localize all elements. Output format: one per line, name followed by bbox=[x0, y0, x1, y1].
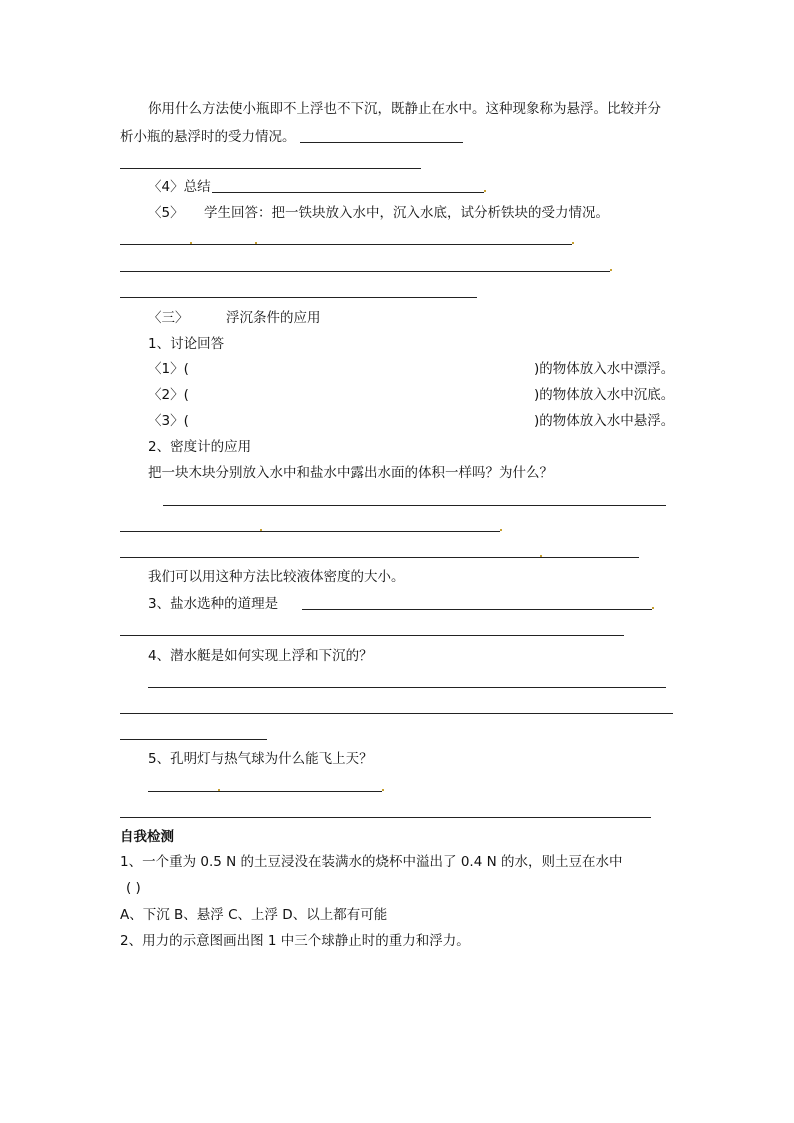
question-text: 你用什么方法使小瓶即不上浮也不下沉，既静止在水中。这种现象称为悬浮。比较并分 bbox=[148, 101, 661, 117]
question-text: 2、用力的示意图画出图 1 中三个球静止时的重力和浮力。 bbox=[120, 933, 470, 949]
section-label: 〈4〉总结 bbox=[148, 179, 211, 195]
mark-dot bbox=[500, 529, 502, 531]
mark-dot bbox=[572, 242, 574, 244]
list-item-open: 〈2〉( bbox=[148, 387, 189, 403]
answer-line bbox=[120, 739, 267, 740]
question-text: 4、潜水艇是如何实现上浮和下沉的？ bbox=[148, 648, 373, 664]
mark-dot bbox=[540, 555, 542, 557]
note-text: 我们可以用这种方法比较液体密度的大小。 bbox=[148, 569, 405, 585]
answer-line bbox=[212, 192, 484, 193]
question-title: 2、密度计的应用 bbox=[148, 439, 252, 455]
mark-dot bbox=[610, 269, 612, 271]
answer-line bbox=[120, 635, 624, 636]
answer-line bbox=[120, 297, 477, 298]
question-title: 1、讨论回答 bbox=[148, 336, 225, 352]
mark-dot bbox=[652, 607, 654, 609]
choice-options: A、下沉 B、悬浮 C、上浮 D、以上都有可能 bbox=[120, 907, 388, 923]
question-text: 析小瓶的悬浮时的受力情况。 bbox=[120, 129, 296, 145]
answer-line bbox=[300, 142, 463, 143]
list-item-open: 〈3〉( bbox=[148, 413, 189, 429]
question-text: 3、盐水选种的道理是 bbox=[148, 596, 279, 612]
answer-line bbox=[120, 168, 421, 169]
answer-line bbox=[120, 531, 500, 532]
mark-dot bbox=[484, 190, 486, 192]
question-text: 学生回答：把一铁块放入水中，沉入水底，试分析铁块的受力情况。 bbox=[204, 205, 609, 221]
mark-dot bbox=[260, 529, 262, 531]
answer-line bbox=[148, 687, 666, 688]
section-title: 浮沉条件的应用 bbox=[226, 310, 321, 326]
answer-line bbox=[120, 271, 610, 272]
mark-dot bbox=[382, 789, 384, 791]
section-label: 〈5〉 bbox=[148, 205, 184, 221]
list-item-close: )的物体放入水中悬浮。 bbox=[534, 413, 675, 429]
answer-line bbox=[302, 609, 652, 610]
answer-bracket: ( ) bbox=[126, 880, 141, 896]
answer-line bbox=[148, 791, 382, 792]
answer-line bbox=[163, 505, 666, 506]
list-item-close: )的物体放入水中沉底。 bbox=[534, 387, 675, 403]
section-label: 〈三〉 bbox=[148, 310, 189, 326]
question-text: 1、一个重为 0.5 N 的土豆浸没在装满水的烧杯中溢出了 0.4 N 的水，则土豆在水中 bbox=[120, 854, 623, 870]
mark-dot bbox=[255, 242, 257, 244]
list-item-close: )的物体放入水中漂浮。 bbox=[534, 361, 675, 377]
answer-line bbox=[120, 244, 572, 245]
list-item-open: 〈1〉( bbox=[148, 361, 189, 377]
question-text: 5、孔明灯与热气球为什么能飞上天？ bbox=[148, 751, 373, 767]
answer-line bbox=[120, 557, 639, 558]
section-heading: 自我检测 bbox=[120, 829, 174, 845]
mark-dot bbox=[190, 242, 192, 244]
answer-line bbox=[120, 713, 673, 714]
mark-dot bbox=[218, 789, 220, 791]
answer-line bbox=[120, 817, 651, 818]
question-text: 把一块木块分别放入水中和盐水中露出水面的体积一样吗？为什么？ bbox=[148, 465, 553, 481]
